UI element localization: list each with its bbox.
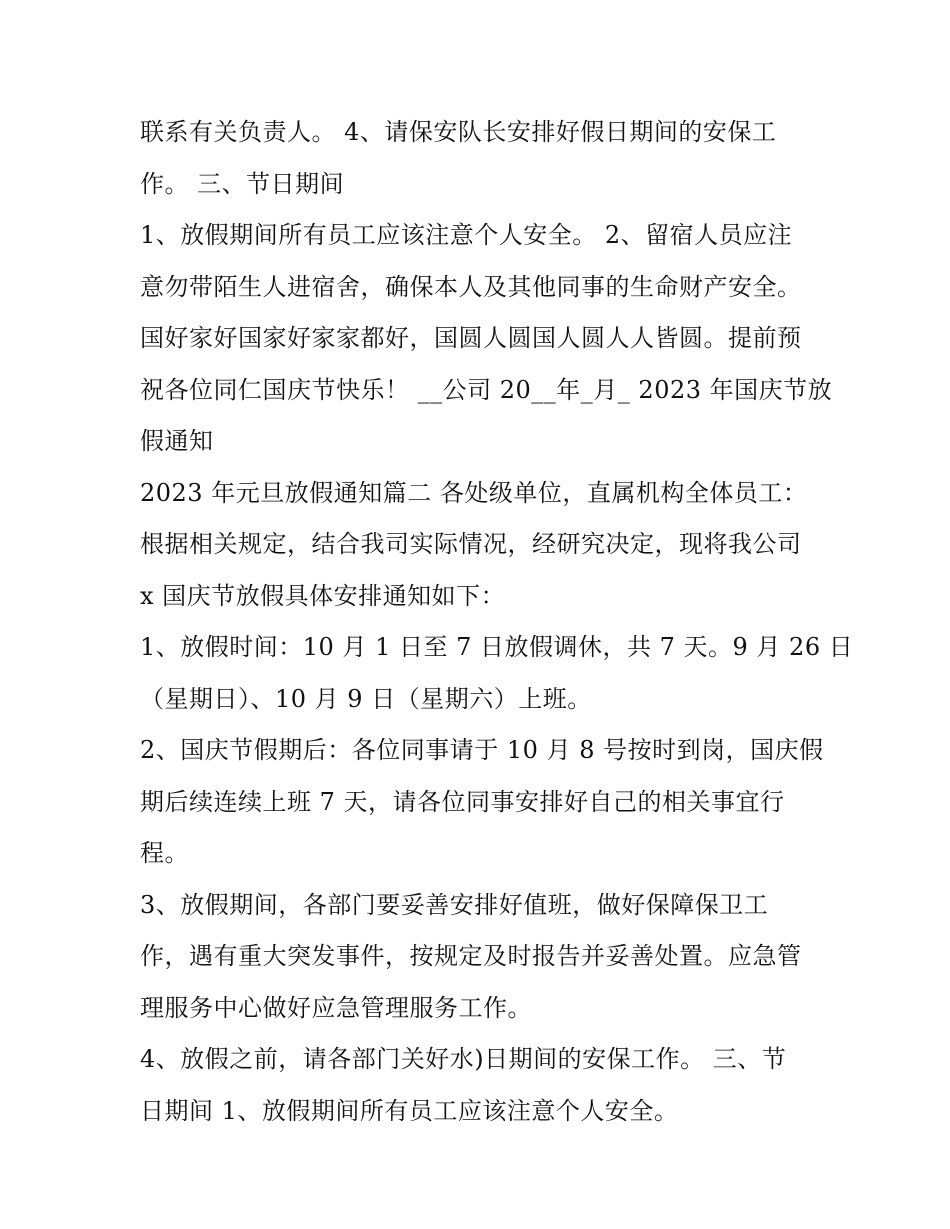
text-line: 4、放假之前，请各部门关好水)日期间的安保工作。 三、节 bbox=[140, 1045, 787, 1073]
text-line: 假通知 bbox=[140, 427, 214, 455]
text-line: 1、放假期间所有员工应该注意个人安全。 2、留宿人员应注 bbox=[140, 221, 793, 249]
paragraph-line bbox=[140, 983, 820, 1035]
paragraph-line bbox=[140, 1086, 820, 1138]
text-line: 作。 三、节日期间 bbox=[140, 169, 345, 198]
paragraph-line bbox=[140, 159, 820, 211]
paragraph-line bbox=[140, 674, 820, 726]
paragraph-line bbox=[140, 519, 820, 571]
paragraph-line bbox=[140, 828, 820, 880]
paragraph-line bbox=[140, 468, 820, 520]
text-line: 联系有关负责人。 4、请保安队长安排好假日期间的安保工 bbox=[140, 118, 777, 146]
paragraph-line bbox=[140, 210, 820, 262]
text-line: 2、国庆节假期后：各位同事请于 10 月 8 号按时到岗，国庆假 bbox=[140, 736, 824, 764]
text-line: 日期间 1、放假期间所有员工应该注意个人安全。 bbox=[140, 1096, 679, 1125]
text-line: 2023 年元旦放假通知篇二 各处级单位，直属机构全体员工： bbox=[140, 478, 808, 507]
paragraph-line bbox=[140, 313, 820, 365]
document-body bbox=[140, 107, 854, 1137]
text-line: 根据相关规定，结合我司实际情况，经研究决定，现将我公司 bbox=[140, 530, 802, 558]
paragraph-line bbox=[140, 262, 820, 314]
text-line: 3、放假期间，各部门要妥善安排好值班，做好保障保卫工 bbox=[140, 890, 769, 919]
text-line: 期后续连续上班 7 天，请各位同事安排好自己的相关事宜行 bbox=[140, 787, 785, 816]
text-line: 程。 bbox=[140, 839, 189, 867]
text-line: （星期日）、10 月 9 日（星期六）上班。 bbox=[140, 684, 592, 713]
paragraph-line bbox=[140, 107, 820, 159]
paragraph-line bbox=[140, 880, 820, 932]
paragraph-line bbox=[140, 622, 854, 674]
paragraph-line bbox=[140, 1034, 820, 1086]
paragraph-line bbox=[140, 931, 820, 983]
paragraph-line bbox=[140, 365, 833, 417]
text-line: 国好家好国家好家家都好，国圆人圆国人圆人人皆圆。提前预 bbox=[140, 324, 802, 352]
paragraph-line bbox=[140, 416, 820, 468]
paragraph-line bbox=[140, 571, 820, 623]
text-line: 意勿带陌生人进宿舍，确保本人及其他同事的生命财产安全。 bbox=[140, 272, 802, 301]
paragraph-line bbox=[140, 777, 820, 829]
text-line: 作，遇有重大突发事件，按规定及时报告并妥善处置。应急管 bbox=[140, 942, 802, 970]
text-line: 1、放假时间：10 月 1 日至 7 日放假调休，共 7 天。9 月 26 日 bbox=[140, 633, 854, 661]
paragraph-line bbox=[140, 725, 824, 777]
text-line: x 国庆节放假具体安排通知如下： bbox=[140, 581, 506, 610]
text-line: 理服务中心做好应急管理服务工作。 bbox=[140, 993, 532, 1022]
text-line: 祝各位同仁国庆节快乐！ __公司 20__年_月_ 2023 年国庆节放 bbox=[140, 375, 833, 404]
